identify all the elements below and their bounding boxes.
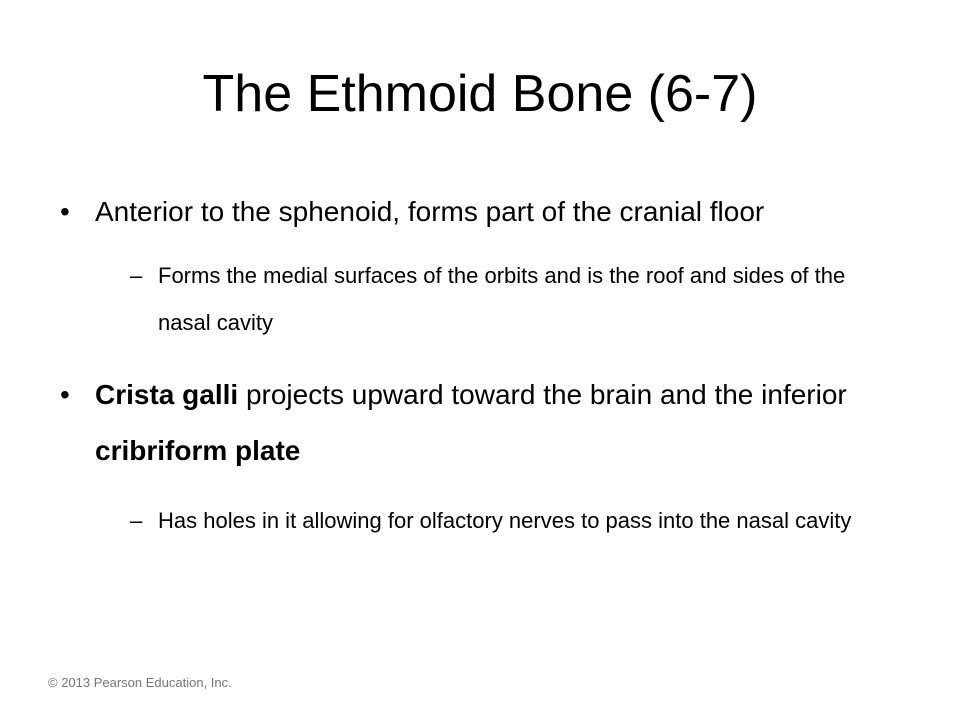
term-cribriform-plate: cribriform plate	[95, 435, 301, 466]
slide-title: The Ethmoid Bone (6-7)	[202, 65, 758, 123]
bullet-item	[60, 367, 890, 479]
term-crista-galli: Crista galli	[95, 379, 239, 410]
sub-bullet-marker: –	[130, 263, 143, 288]
bullet-marker: •	[60, 196, 70, 227]
bullet-marker: •	[60, 379, 70, 410]
bullet-text: Anterior to the sphenoid, forms part of the cranial floor	[95, 196, 765, 227]
sub-bullet-text: Has holes in it allowing for olfactory nerves to pass into the nasal cavity	[158, 508, 852, 533]
sub-bullet-item	[130, 497, 890, 544]
bullet-text	[95, 367, 890, 479]
bullet-text-middle: projects upward toward the brain and the inferior	[238, 379, 847, 410]
bullet-item	[60, 184, 890, 240]
sub-bullet-marker: –	[130, 508, 143, 533]
sub-bullet-text: Forms the medial surfaces of the orbits and is the roof and sides of the nasal cavity	[158, 263, 846, 335]
sub-bullet-item	[130, 252, 890, 346]
copyright-footer: © 2013 Pearson Education, Inc.	[48, 675, 232, 690]
